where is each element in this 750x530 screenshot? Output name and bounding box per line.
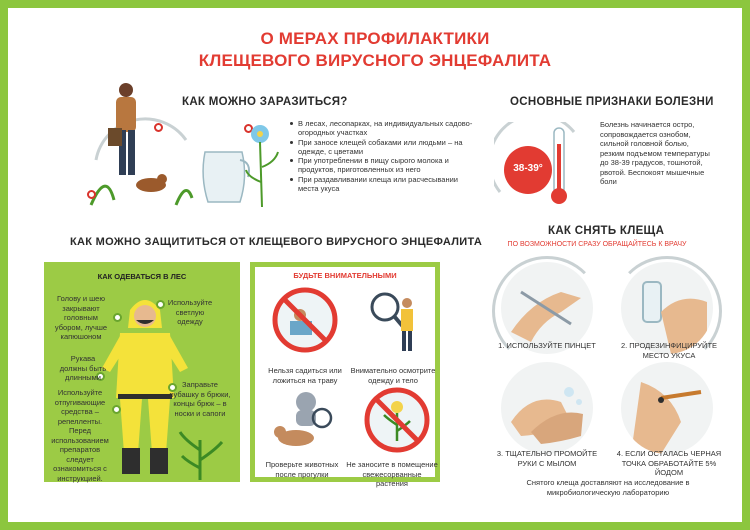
label-light-clothes: Используйте светлую одежду: [167, 298, 213, 326]
infection-list: [290, 119, 475, 193]
list-item: При заносе клещей собаками или людьми – на одежде, с цветами: [290, 138, 475, 157]
no-fresh-plants-icon: [362, 385, 432, 455]
list-item: При раздавливании клеща или расчесывании места укуса: [290, 175, 475, 194]
list-item: При употреблении в пищу сырого молока и продуктов, приготовленных из него: [290, 156, 475, 175]
tick-marker-icon: [87, 190, 96, 199]
protection-heading: КАК МОЖНО ЗАЩИТИТЬСЯ ОТ КЛЕЩЕВОГО ВИРУСНОГО ЭНЦЕФАЛИТА: [70, 236, 483, 248]
temperature-label: 38-39°: [513, 163, 543, 174]
step-1-label: 1. ИСПОЛЬЗУЙТЕ ПИНЦЕТ: [498, 341, 596, 350]
label-head: Голову и шею закрывают головным убором, лучше капюшоном: [54, 294, 108, 341]
label-sleeves: Рукава должны быть длинными: [59, 354, 107, 382]
remove-heading: КАК СНЯТЬ КЛЕЩА: [548, 225, 665, 237]
step-4-label: 4. ЕСЛИ ОСТАЛАСЬ ЧЕРНАЯ ТОЧКА ОБРАБОТАЙТЕ 5% ЙОДОМ: [616, 449, 722, 477]
inspect-clothes-icon: [365, 285, 425, 355]
step-iodine-image: [621, 362, 713, 454]
list-item: В лесах, лесопарках, на индивидуальных садово-огородных участках: [290, 119, 475, 138]
step-2-label: 2. ПРОДЕЗИНФИЦИРУЙТЕ МЕСТО УКУСА: [620, 341, 718, 360]
page-title: О МЕРАХ ПРОФИЛАКТИКИ КЛЕЩЕВОГО ВИРУСНОГО ЭНЦЕФАЛИТА: [198, 29, 552, 70]
dress-heading: КАК ОДЕВАТЬСЯ В ЛЕС: [97, 272, 187, 281]
caption-inspect: Внимательно осмотрите одежду и тело: [350, 366, 436, 385]
marker-icon: [156, 300, 165, 309]
remove-subheading: ПО ВОЗМОЖНОСТИ СРАЗУ ОБРАЩАЙТЕСЬ К ВРАЧУ: [507, 241, 687, 248]
symptoms-text: Болезнь начинается остро, сопровождается ознобом, сильной головной болью, резким подъемом температуры до 38-39 градусов, тошнотой, рвотой. Беспокоят мышечные боли: [600, 120, 710, 186]
caption-check-pets: Проверьте животных после прогулки: [265, 460, 339, 479]
milk-flower-illustration: [190, 122, 282, 212]
caption-no-grass: Нельзя садиться или ложиться на траву: [268, 366, 342, 385]
infection-heading: КАК МОЖНО ЗАРАЗИТЬСЯ?: [182, 96, 348, 108]
plant-icon: [170, 430, 230, 480]
label-tuck: Заправьте рубашку в брюки, концы брюк – в носки и сапоги: [169, 380, 231, 418]
caption-no-plants: Не заносите в помещение свежесорванные растения: [346, 460, 438, 488]
step-wash-hands-image: [501, 362, 593, 454]
remove-footer: Снятого клеща доставляют на исследование в микробиологическую лабораторию: [526, 478, 690, 497]
marker-icon: [112, 405, 121, 414]
label-repellent: Используйте отпугивающие средства – репелленты. Перед использованием препаратов следует ознакомиться с инструкцией.: [51, 388, 109, 483]
no-sitting-on-grass-icon: [270, 285, 340, 355]
step-3-label: 3. ТЩАТЕЛЬНО ПРОМОЙТЕ РУКИ С МЫЛОМ: [496, 449, 598, 468]
careful-heading: БУДЬТЕ ВНИМАТЕЛЬНЫМИ: [293, 271, 397, 280]
tick-marker-icon: [154, 123, 163, 132]
symptoms-heading: ОСНОВНЫЕ ПРИЗНАКИ БОЛЕЗНИ: [510, 96, 714, 108]
person-walking-illustration: [86, 80, 196, 210]
marker-icon: [113, 313, 122, 322]
check-pets-icon: [268, 388, 340, 450]
